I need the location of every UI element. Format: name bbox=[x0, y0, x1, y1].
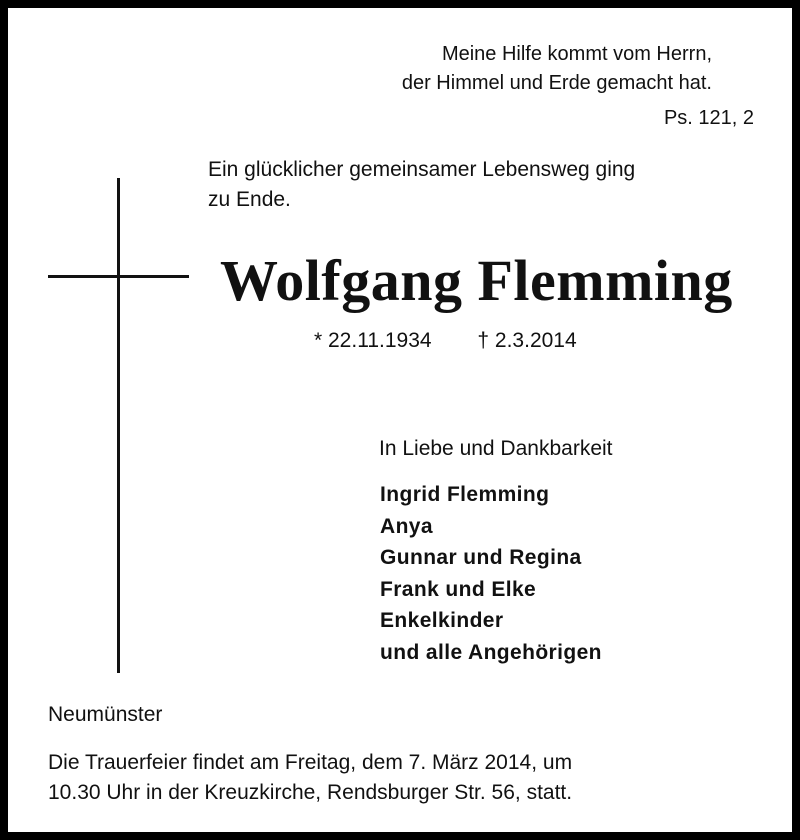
intro-line-2: zu Ende. bbox=[208, 188, 291, 211]
deceased-name: Wolfgang Flemming bbox=[220, 248, 733, 313]
bible-verse bbox=[402, 40, 712, 98]
obituary-card bbox=[8, 8, 792, 832]
service-line-2: 10.30 Uhr in der Kreuzkirche, Rendsburger Str. 56, statt. bbox=[48, 781, 573, 804]
verse-line-2: der Himmel und Erde gemacht hat. bbox=[401, 72, 712, 94]
service-line-1: Die Trauerfeier findet am Freitag, dem 7. März 2014, um bbox=[48, 751, 573, 774]
verse-reference: Ps. 121, 2 bbox=[663, 107, 754, 129]
cross-horizontal-bar bbox=[48, 275, 189, 278]
mourner-name: Enkelkinder bbox=[380, 609, 504, 632]
place-name: Neumünster bbox=[48, 703, 163, 726]
mourner-name: Anya bbox=[380, 514, 433, 538]
mourner-name: Ingrid Flemming bbox=[380, 483, 550, 506]
mourners-list bbox=[380, 479, 602, 668]
life-dates bbox=[314, 328, 577, 354]
death-date: † 2.3.2014 bbox=[477, 329, 577, 352]
verse-line-1: Meine Hilfe kommt vom Herrn, bbox=[441, 43, 712, 65]
cross-vertical-bar bbox=[117, 178, 120, 673]
mourners-intro: In Liebe und Dankbarkeit bbox=[379, 437, 613, 460]
intro-line-1: Ein glücklicher gemeinsamer Lebensweg ging bbox=[208, 158, 636, 181]
mourner-name: Frank und Elke bbox=[380, 577, 537, 601]
funeral-service-notice bbox=[48, 748, 572, 808]
birth-date: * 22.11.1934 bbox=[314, 329, 432, 352]
mourner-name: Gunnar und Regina bbox=[380, 546, 582, 569]
intro-text bbox=[208, 155, 635, 215]
mourner-name: und alle Angehörigen bbox=[380, 640, 602, 664]
